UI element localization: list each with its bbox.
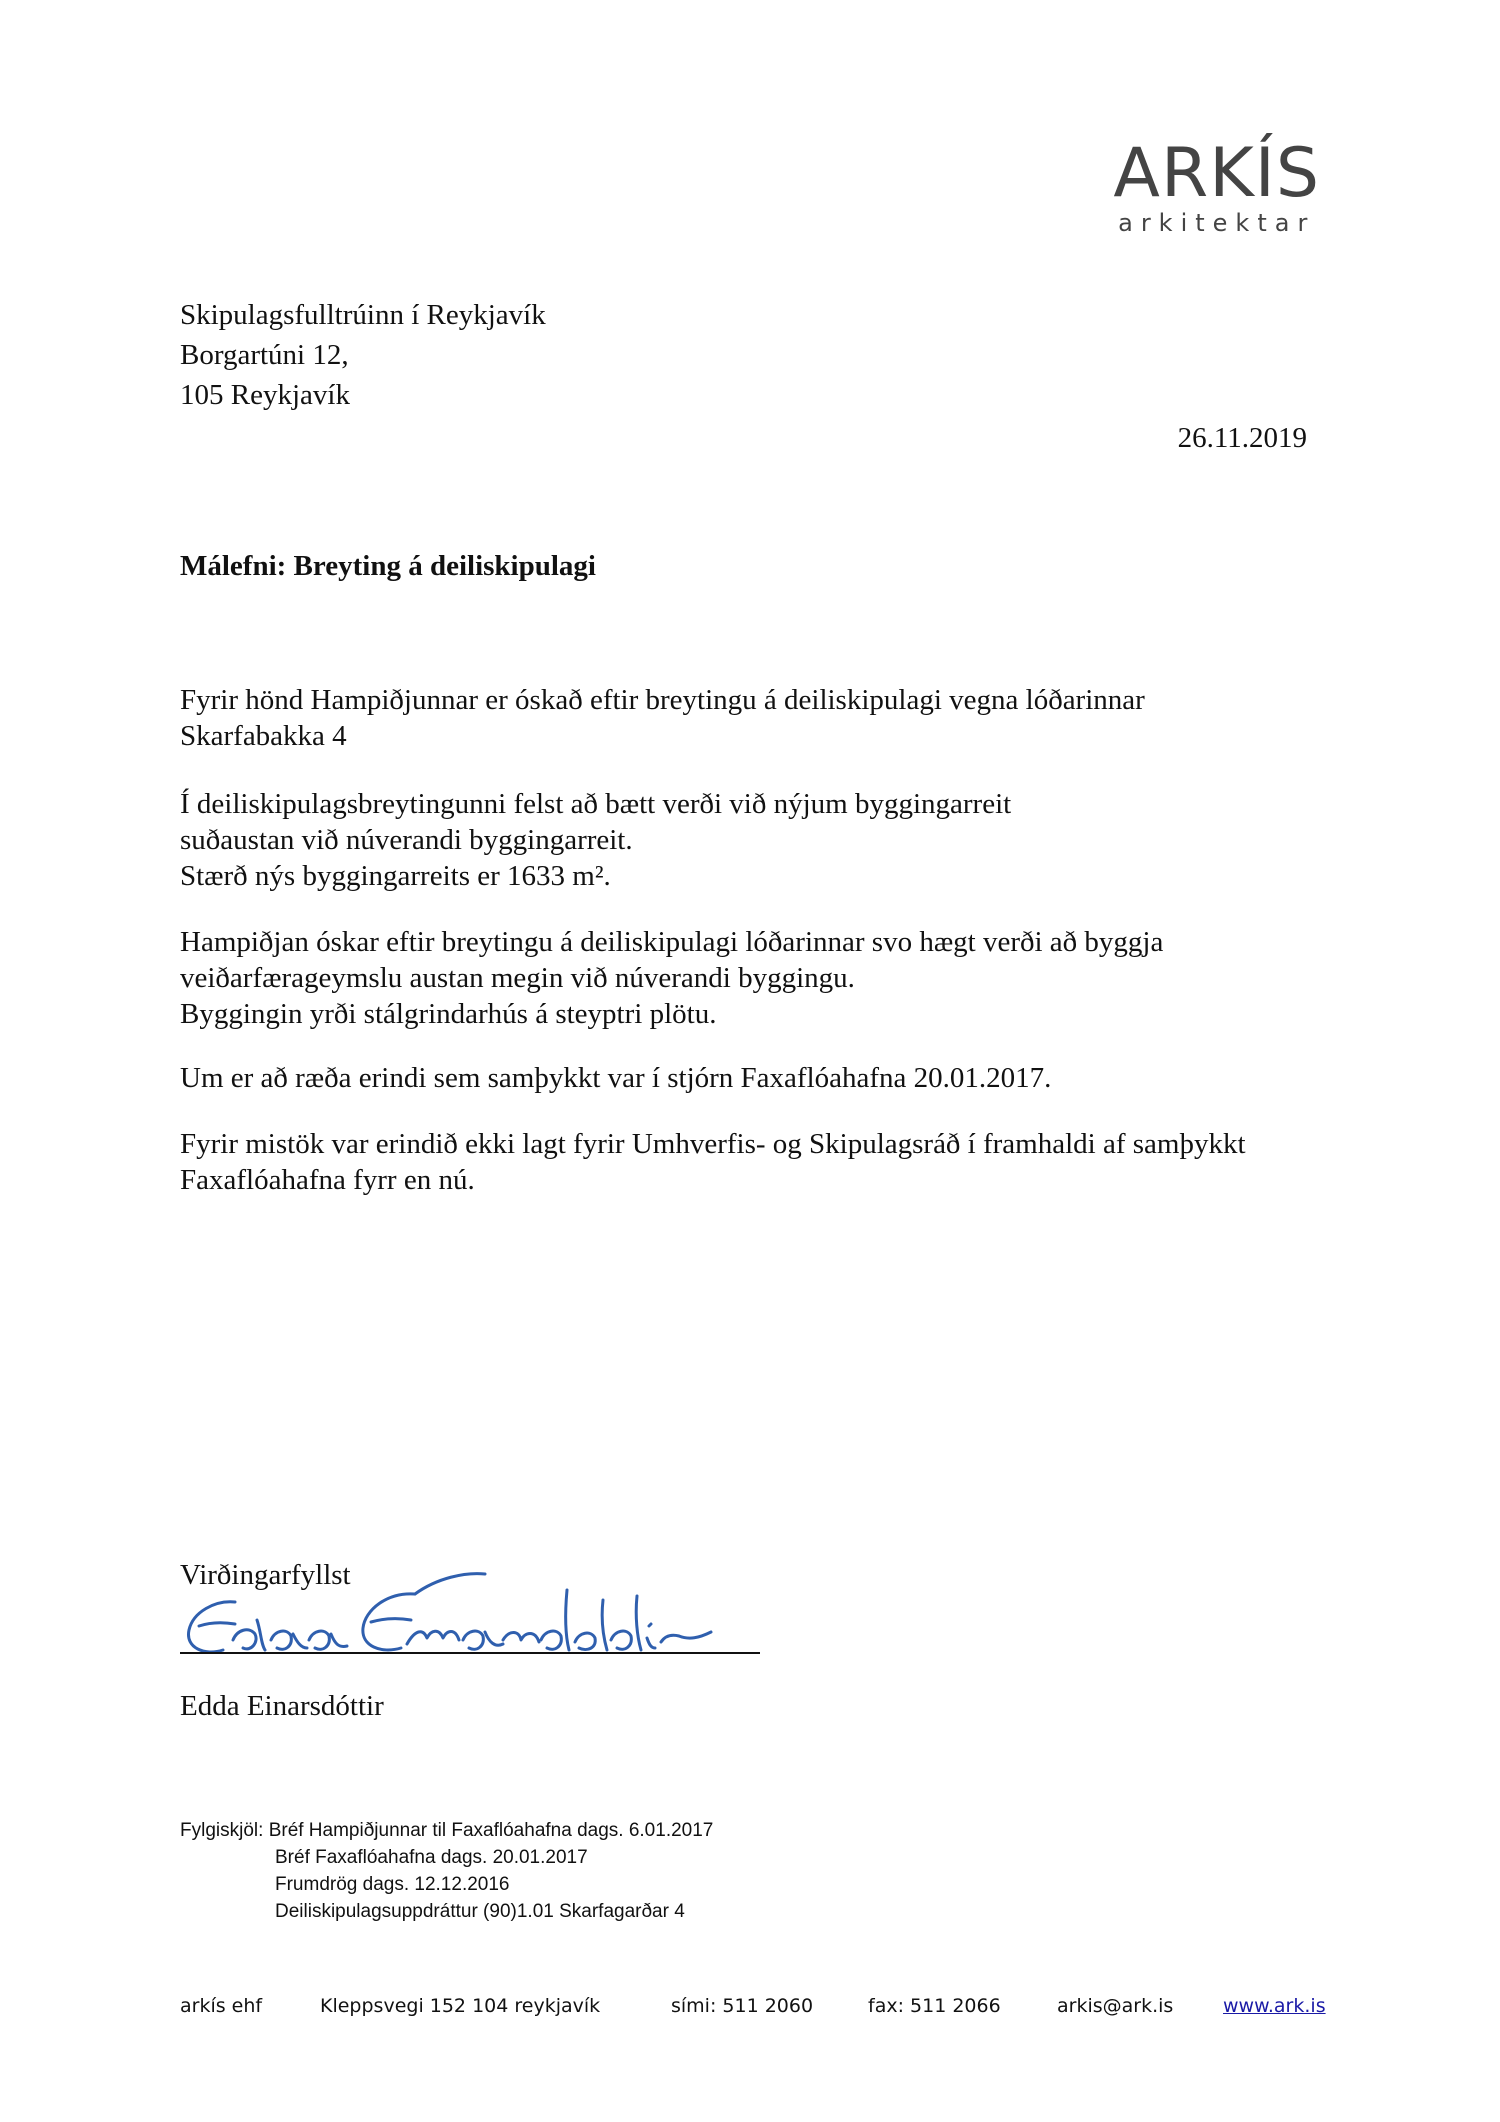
logo-tagline: arkitektar (1118, 209, 1316, 237)
paragraph-line: Skarfabakka 4 (180, 720, 347, 752)
signature-line (180, 1652, 760, 1654)
paragraph-line: Í deiliskipulagsbreytingunni felst að bætt verði við nýjum byggingarreit (180, 788, 1012, 820)
letter-subject: Málefni: Breyting á deiliskipulagi (180, 550, 596, 582)
paragraph-line: Faxaflóahafna fyrr en nú. (180, 1164, 475, 1196)
attachments-label: Fylgiskjöl: (180, 1820, 264, 1841)
footer-fax: fax: 511 2066 (868, 1995, 1001, 2017)
letter-date: 26.11.2019 (1177, 422, 1307, 454)
body-paragraph (180, 680, 1330, 752)
attachment-item: Bréf Faxaflóahafna dags. 20.01.2017 (275, 1847, 588, 1868)
footer-phone: sími: 511 2060 (671, 1995, 814, 2017)
recipient-line: 105 Reykjavík (180, 379, 350, 411)
attachments-list (180, 1817, 713, 1925)
body-paragraph (180, 922, 1330, 1030)
recipient-line: Borgartúni 12, (180, 339, 349, 371)
paragraph-line: Stærð nýs byggingarreits er 1633 m². (180, 860, 611, 892)
attachment-item: Frumdrög dags. 12.12.2016 (275, 1874, 510, 1895)
closing-salutation: Virðingarfyllst (180, 1559, 351, 1591)
paragraph-line: Byggingin yrði stálgrindarhús á steyptri plötu. (180, 998, 717, 1030)
paragraph-line: Fyrir hönd Hampiðjunnar er óskað eftir breytingu á deiliskipulagi vegna lóðarinnar (180, 684, 1145, 716)
body-paragraph (180, 784, 1330, 892)
body-paragraph (180, 1058, 1330, 1094)
paragraph-line: suðaustan við núverandi byggingarreit. (180, 824, 633, 856)
body-paragraph (180, 1124, 1330, 1196)
footer-company: arkís ehf (180, 1995, 263, 2017)
logo-wordmark: ARKÍS (1113, 134, 1320, 213)
recipient-line: Skipulagsfulltrúinn í Reykjavík (180, 299, 546, 331)
recipient-address (180, 295, 546, 415)
footer-email[interactable]: arkis@ark.is (1057, 1995, 1174, 2017)
company-logo (1113, 134, 1320, 237)
footer-address: Kleppsvegi 152 104 reykjavík (320, 1995, 601, 2017)
paragraph-line: Um er að ræða erindi sem samþykkt var í stjórn Faxaflóahafna 20.01.2017. (180, 1062, 1052, 1094)
attachment-item: Deiliskipulagsuppdráttur (90)1.01 Skarfagarðar 4 (275, 1901, 685, 1922)
paragraph-line: Fyrir mistök var erindið ekki lagt fyrir Umhverfis- og Skipulagsráð í framhaldi af samþykkt (180, 1128, 1246, 1160)
footer-website-link[interactable]: www.ark.is (1223, 1995, 1326, 2017)
attachment-item: Fylgiskjöl: Bréf Hampiðjunnar til Faxaflóahafna dags. 6.01.2017 (180, 1820, 714, 1841)
signer-name: Edda Einarsdóttir (180, 1690, 384, 1722)
paragraph-line: veiðarfærageymslu austan megin við núverandi byggingu. (180, 962, 855, 994)
paragraph-line: Hampiðjan óskar eftir breytingu á deiliskipulagi lóðarinnar svo hægt verði að byggja (180, 926, 1164, 958)
